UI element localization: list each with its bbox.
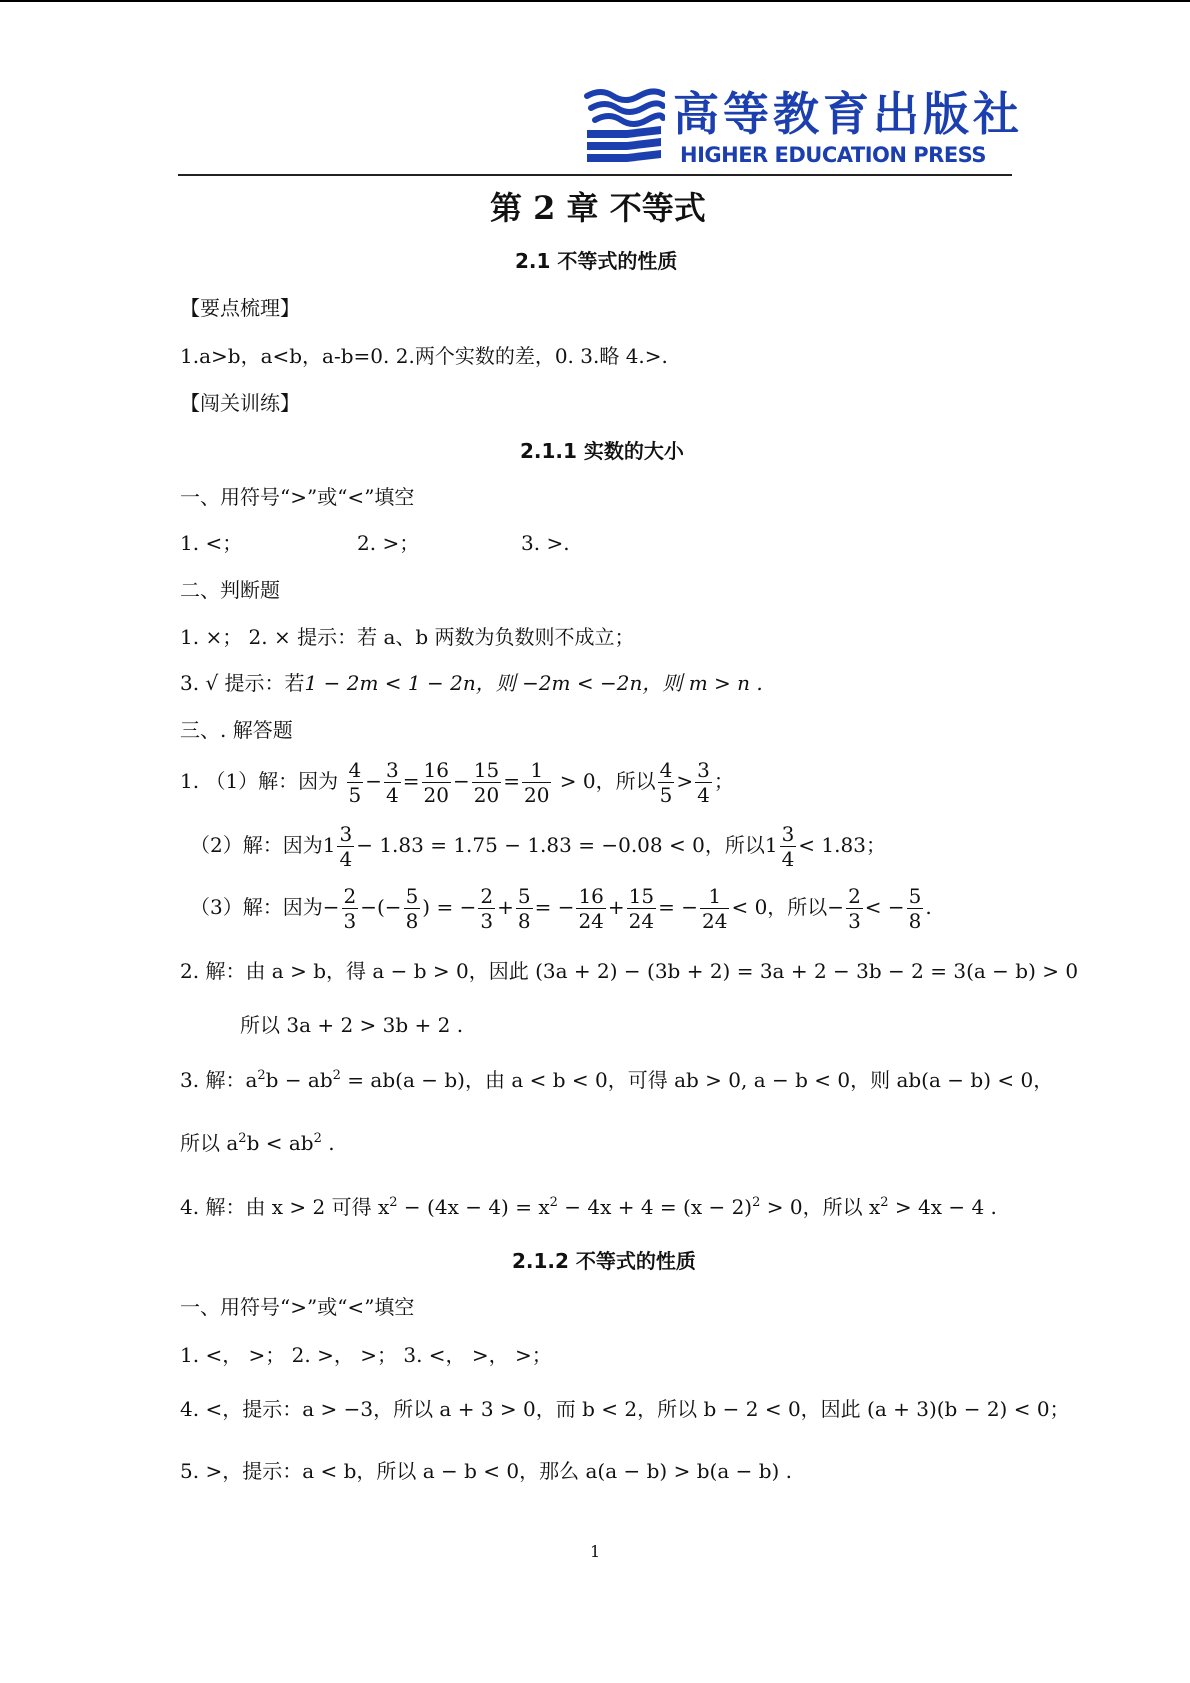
q1-part3-suffix: ，所以	[767, 895, 828, 919]
part2-line-2-prefix: 3. √ 提示：若	[180, 671, 305, 695]
mixed-number: 1 $\frac{3}{4}$	[322, 822, 353, 871]
q3-line-2: 所以 $a^2b < ab^2$ .	[180, 1131, 335, 1155]
part1-answer-2: 2. >；	[357, 531, 420, 555]
q2-line-2: 所以 3a + 2 > 3b + 2 .	[240, 1013, 464, 1037]
publisher-name-cn: 高等教育出版社	[673, 87, 1023, 141]
fraction: $\frac{2}{3}$	[848, 884, 861, 933]
q3-text: 所以 a	[180, 1131, 239, 1155]
q1-part2-mid: − 1.83 = 1.75 − 1.83 = −0.08 < 0，所以	[356, 833, 765, 857]
fraction: $\frac{5}{8}$	[405, 884, 419, 933]
fraction: $\frac{4}{5}$	[659, 758, 673, 807]
fraction: $\frac{3}{4}$	[697, 758, 710, 807]
sub2-heading: 一、用符号“>”或“<”填空	[180, 1295, 415, 1319]
chapter-title: 第 2 章 不等式	[490, 189, 706, 227]
q3-text: b − ab	[265, 1068, 333, 1092]
q3-text: b < ab	[246, 1131, 314, 1155]
publisher-logo	[583, 86, 1023, 174]
q3-text: 3. 解：a	[180, 1068, 258, 1092]
q1-part2-prefix: （2）解：因为	[190, 833, 323, 857]
q4-text: > 0，所以 x	[760, 1195, 881, 1219]
mixed-number: 1 $\frac{3}{4}$	[764, 822, 795, 871]
part1-answer-1: 1. <；	[180, 531, 243, 555]
publisher-name-en: HIGHER EDUCATION PRESS	[680, 143, 986, 167]
fraction: $\frac{2}{3}$	[343, 884, 357, 933]
part2-heading: 二、判断题	[180, 578, 280, 602]
q1-part1-suffix: ，所以	[595, 769, 656, 793]
fraction: $\frac{3}{4}$	[386, 758, 399, 807]
q1-part3: （3）解：因为− $\frac{2}{3}$ −(− $\frac{5}{8}$ ) = − $\frac{2}{3}$ + $\frac{5}{8}$ = − $\frac{16}{24}$ + $\frac{15}{24}$ = − $\frac{1}{24}$ < 0，所以− $\frac{2}{3}$ < − $\frac{5}{8}$ .	[190, 884, 932, 933]
fraction: $\frac{1}{24}$	[702, 884, 728, 933]
part2-line-1: 1. ×； 2. × 提示：若 a、b 两数为负数则不成立；	[180, 625, 635, 649]
q4-text: 4. 解：由 x > 2 可得 x	[180, 1195, 390, 1219]
page-top-border	[0, 0, 1190, 2]
fraction: $\frac{4}{5}$	[348, 758, 362, 807]
q1-part3-prefix: （3）解：因为	[190, 895, 323, 919]
part1-heading: 一、用符号“>”或“<”填空	[180, 485, 415, 509]
fraction: $\frac{16}{24}$	[578, 884, 604, 933]
q3-text: = ab(a − b)，由 a < b < 0，可得 ab > 0, a − b < 0，则 ab(a − b) < 0，	[340, 1068, 1054, 1092]
sub2-line-4: 4. <，提示：a > −3，所以 a + 3 > 0，而 b < 2，所以 b − 2 < 0，因此 (a + 3)(b − 2) < 0；	[180, 1397, 1070, 1421]
part2-line-2-math: 1 − 2m < 1 − 2n，则 −2m < −2n，则 m > n .	[304, 671, 763, 695]
part2-line-2	[180, 668, 763, 698]
section-title: 2.1 不等式的性质	[515, 249, 678, 273]
fraction: $\frac{5}{8}$	[908, 884, 922, 933]
part3-heading: 三、. 解答题	[180, 718, 293, 742]
q4-text: − 4x + 4 = (x − 2)	[557, 1195, 753, 1219]
q3-text: .	[321, 1131, 335, 1155]
sub2-line-5: 5. >，提示：a < b，所以 a − b < 0，那么 a(a − b) > b(a − b) .	[180, 1459, 793, 1483]
q4-text: − (4x − 4) = x	[397, 1195, 550, 1219]
training-heading: 【闯关训练】	[180, 391, 300, 415]
page-number: 1	[590, 1542, 601, 1561]
header-divider	[178, 174, 1012, 176]
sub2-line-1: 1. <， >； 2. >， >； 3. <， >， >；	[180, 1343, 552, 1367]
fraction: $\frac{2}{3}$	[480, 884, 494, 933]
fraction: $\frac{15}{20}$	[473, 758, 500, 807]
subsection-title-2-1-2: 2.1.2 不等式的性质	[512, 1249, 696, 1273]
q1-part2-suffix: < 1.83；	[798, 833, 886, 857]
fraction: $\frac{5}{8}$	[517, 884, 531, 933]
q1-part1: 1. （1）解：因为 $\frac{4}{5}$ − $\frac{3}{4}$ = $\frac{16}{20}$ − $\frac{15}{20}$ = $\frac{1}{20}$ > 0，所以 $\frac{4}{5}$ > $\frac{3}{4}$ ；	[180, 758, 734, 807]
fraction: $\frac{16}{20}$	[423, 758, 449, 807]
q2-line-1: 2. 解：由 a > b，得 a − b > 0，因此 (3a + 2) − (3b + 2) = 3a + 2 − 3b − 2 = 3(a − b) > 0	[180, 959, 1079, 983]
fraction: $\frac{15}{24}$	[628, 884, 655, 933]
subsection-title-2-1-1: 2.1.1 实数的大小	[520, 439, 684, 463]
publisher-emblem-icon	[583, 86, 665, 166]
part1-answer-3: 3. >.	[521, 531, 570, 555]
q4-line: 4. 解：由 x > 2 可得 $x^2 - (4x - 4) = x^2 - 4x + 4 = (x - 2)^2 > 0$，所以 $x^2 > 4x - 4$ .	[180, 1195, 997, 1219]
fraction: $\frac{1}{20}$	[523, 758, 550, 807]
q4-text: > 4x − 4 .	[888, 1195, 997, 1219]
key-points-heading: 【要点梳理】	[180, 296, 300, 320]
q1-part2	[190, 822, 886, 871]
q1-part1-prefix: 1. （1）解：因为	[180, 769, 339, 793]
key-points-answers: 1.a>b，a<b，a-b=0. 2.两个实数的差，0. 3.略 4.>.	[180, 344, 668, 368]
q3-line-1: 3. 解：$a^2b - ab^2 = ab(a - b)$，由 a < b < 0，可得 ab > 0, a − b < 0，则 ab(a − b) < 0，	[180, 1068, 1054, 1092]
